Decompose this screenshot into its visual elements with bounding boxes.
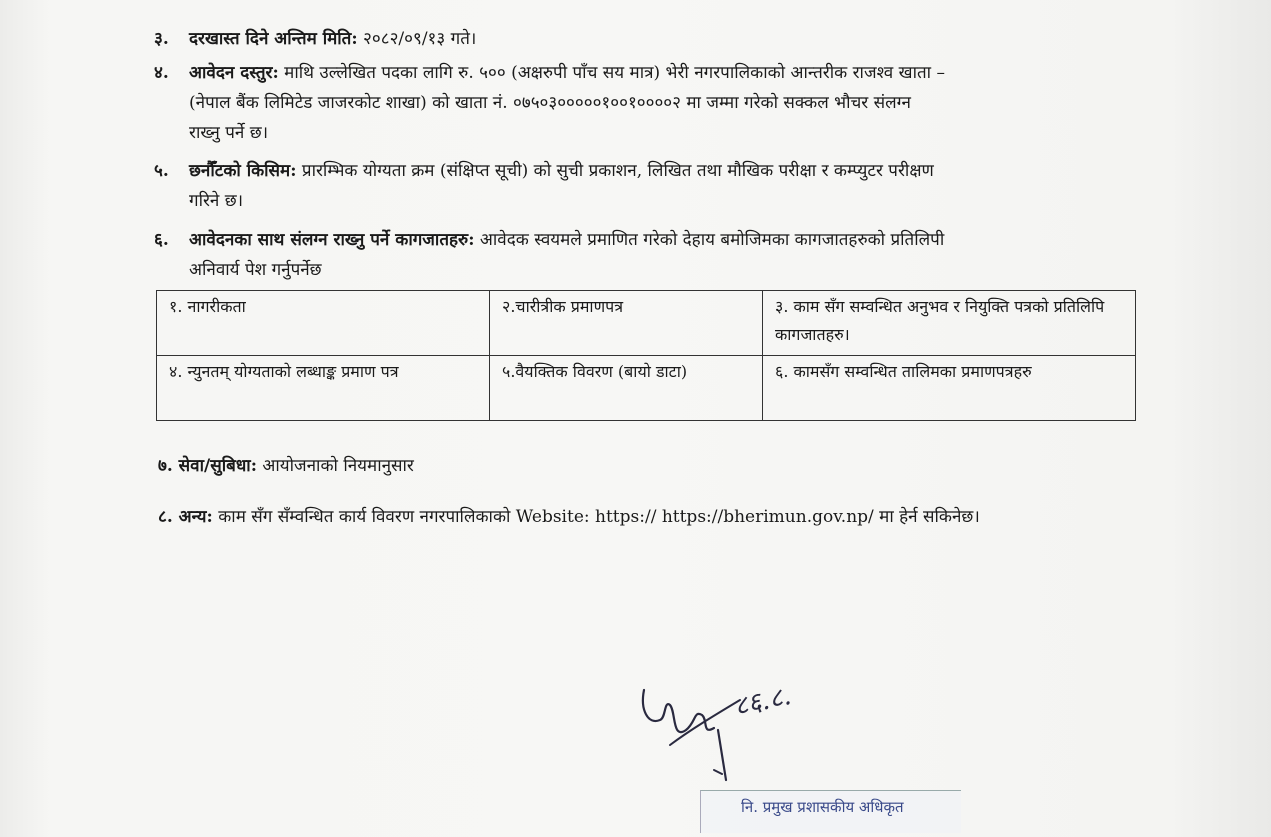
signature-annotation: ८६.८. [731, 680, 794, 723]
item-body [189, 58, 1144, 148]
item-label: छनौँटको किसिम: [189, 161, 297, 181]
item-line: गरिने छ। [189, 191, 244, 211]
item-number: ३. [154, 29, 169, 49]
item-label: ८. अन्य: [158, 507, 213, 527]
item-text: माथि उल्लेखित पदका लागि रु. ५०० (अक्षरुपी पाँच सय मात्र) भेरी नगरपालिकाको आन्तरीक राजश्व खाता – [284, 63, 945, 83]
other-item [158, 502, 980, 532]
table-cell: २.चारीत्रीक प्रमाणपत्र [490, 291, 763, 356]
table-cell: ४. न्युनतम् योग्यताको लब्धाङ्क प्रमाण पत्र [157, 356, 490, 421]
table-cell: ३. काम सँग सम्वन्धित अनुभव र नियुक्ति पत्रको प्रतिलिपि कागजातहरु। [763, 291, 1136, 356]
handwritten-signature [630, 670, 830, 790]
item-label: ७. सेवा/सुबिधा: [158, 456, 257, 476]
table-row [157, 291, 1136, 356]
item-line: राख्नु पर्ने छ। [189, 123, 269, 143]
facilities-item [158, 451, 414, 481]
item-label: आवेदन दस्तुर: [189, 63, 279, 83]
item-line [189, 58, 1144, 88]
item-body [189, 225, 1144, 285]
item-text: आयोजनाको नियमानुसार [262, 456, 414, 476]
item-line: अनिवार्य पेश गर्नुपर्नेछ [189, 260, 322, 280]
table-row [157, 356, 1136, 421]
item-number: ६. [154, 230, 169, 250]
selection-type-item [154, 156, 1144, 220]
item-number: ५. [154, 161, 169, 181]
item-body [189, 24, 1144, 54]
item-label: आवेदनका साथ संलग्न राख्नु पर्ने कागजातहरु: [189, 230, 475, 250]
item-text: २०८२/०९/१३ गते। [363, 29, 477, 49]
required-documents-item [154, 225, 1144, 289]
table-cell: १. नागरीकता [157, 291, 490, 356]
documents-table [156, 290, 1136, 421]
item-line [189, 156, 1144, 186]
deadline-item [154, 24, 1144, 56]
stamp-text: नि. प्रमुख प्रशासकीय अधिकृत [741, 798, 904, 816]
official-stamp [700, 790, 961, 833]
item-label: दरखास्त दिने अन्तिम मिति: [189, 29, 358, 49]
item-line [189, 225, 1144, 255]
table-cell: ५.वैयक्तिक विवरण (बायो डाटा) [490, 356, 763, 421]
item-text: आवेदक स्वयमले प्रमाणित गरेको देहाय बमोजिमका कागजातहरुको प्रतिलिपी [479, 230, 945, 250]
item-body [189, 156, 1144, 216]
item-line: (नेपाल बैंक लिमिटेड जाजरकोट शाखा) को खाता नं. ०७५०३०००००१००१००००२ मा जम्मा गरेको सक्कल भौचर संलग्न [189, 93, 911, 113]
item-text: प्रारम्भिक योग्यता क्रम (संक्षिप्त सूची) को सुची प्रकाशन, लिखित तथा मौखिक परीक्षा र कम्प्युटर परीक्षण [301, 161, 934, 181]
item-number: ४. [154, 63, 169, 83]
item-text: काम सँग सँम्वन्धित कार्य विवरण नगरपालिकाको Website: https:// https://bherimun.gov.np/ मा हेर्न सकिनेछ। [218, 507, 980, 527]
table-cell: ६. कामसँग सम्वन्धित तालिमका प्रमाणपत्रहरु [763, 356, 1136, 421]
application-fee-item [154, 58, 1144, 154]
